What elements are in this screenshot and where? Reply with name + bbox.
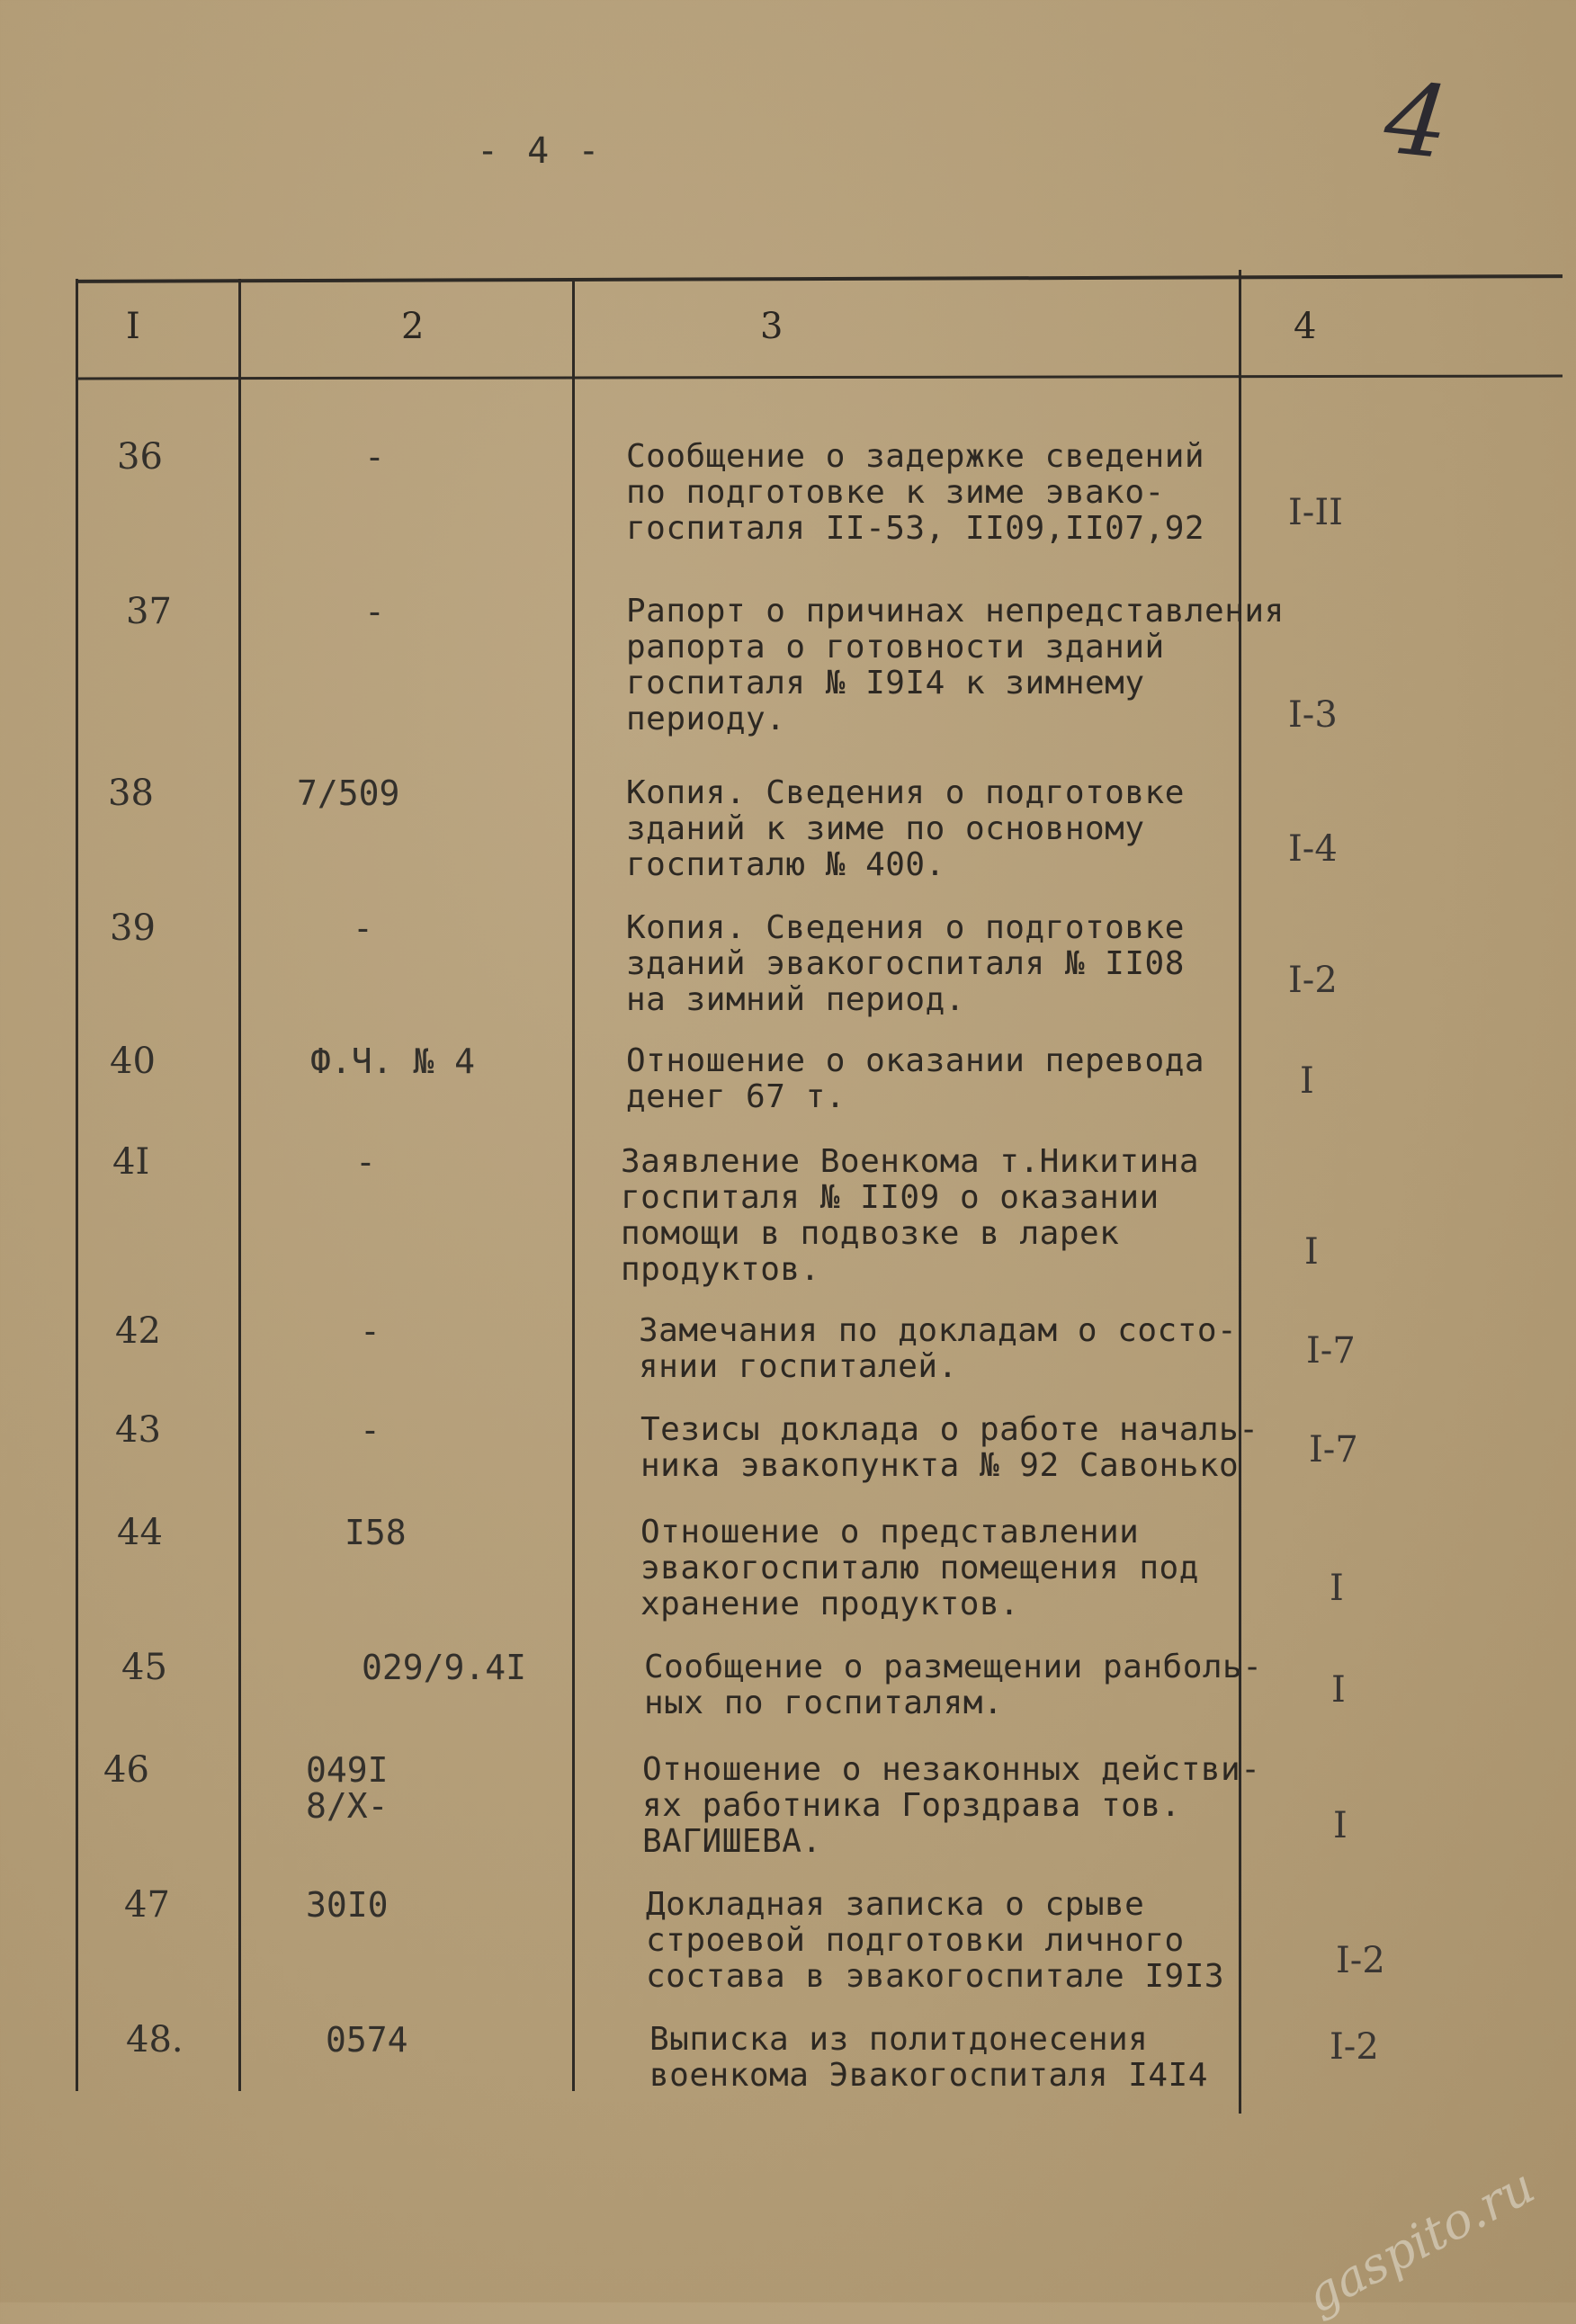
row-description: Отношение о незаконных действи- ях работника Горздрава тов. ВАГИШЕВА. — [642, 1751, 1261, 1860]
row-number: 42 — [115, 1310, 161, 1352]
row-index: 7/509 — [297, 773, 400, 813]
row-index: 029/9.4I — [362, 1648, 527, 1687]
row-number: 46 — [103, 1749, 149, 1791]
row-number: 45 — [121, 1647, 167, 1688]
row-description: Сообщение о размещении ранболь- ных по госпиталям. — [644, 1649, 1263, 1721]
table-col-rule-2 — [572, 279, 575, 2091]
row-number: 44 — [117, 1512, 163, 1553]
row-sheets: I-7 — [1306, 1330, 1356, 1372]
row-index: - — [360, 1410, 381, 1450]
row-index: I58 — [345, 1513, 407, 1552]
row-description: Заявление Военкома т.Никитина госпиталя № II09 о оказании помощи в подвозке в ларек продуктов. — [621, 1143, 1200, 1288]
column-header-3: 3 — [760, 306, 784, 347]
table-left-rule — [76, 279, 78, 2091]
row-description: Сообщение о задержке сведений по подготовке к зиме эвако- госпиталя II-53, II09,II07,92 — [626, 438, 1205, 547]
row-sheets: I-II — [1288, 492, 1343, 533]
row-number: 4I — [112, 1141, 150, 1183]
row-index: - — [364, 592, 385, 631]
row-description: Тезисы доклада о работе началь- ника эвакопункта № 92 Савонько — [640, 1411, 1259, 1484]
row-sheets: I — [1331, 1669, 1346, 1711]
row-index: 049I 8/X- — [306, 1750, 389, 1826]
row-index: 30I0 — [306, 1885, 389, 1925]
row-sheets: I-2 — [1330, 2026, 1379, 2068]
row-number: 43 — [115, 1409, 161, 1451]
row-description: Докладная записка о срыве строевой подготовки личного состава в эвакогоспитале I9I3 — [646, 1886, 1225, 1995]
row-sheets: I-4 — [1288, 828, 1338, 870]
table-header-rule — [76, 375, 1563, 380]
row-number: 37 — [126, 591, 172, 632]
row-sheets: I — [1304, 1231, 1319, 1273]
row-description: Отношение о оказании перевода денег 67 т. — [626, 1042, 1205, 1115]
row-sheets: I — [1330, 1568, 1344, 1609]
row-index: 0574 — [326, 2020, 408, 2060]
row-number: 48. — [126, 2019, 184, 2060]
row-description: Копия. Сведения о подготовке зданий эвакогоспиталя № II08 на зимний период. — [626, 909, 1185, 1018]
table-col-rule-1 — [238, 279, 241, 2091]
row-sheets: I-7 — [1309, 1429, 1358, 1470]
column-header-4: 4 — [1294, 306, 1317, 347]
page-number: - 4 - — [477, 130, 604, 172]
row-description: Выписка из политдонесения военкома Эвакогоспиталя I4I4 — [649, 2021, 1208, 2094]
row-sheets: I — [1333, 1805, 1348, 1846]
row-index: - — [355, 1142, 376, 1182]
row-number: 47 — [124, 1884, 170, 1926]
row-index: - — [360, 1311, 381, 1351]
row-sheets: I-3 — [1288, 694, 1338, 736]
row-number: 39 — [110, 907, 156, 949]
row-sheets: I — [1300, 1060, 1314, 1102]
table-top-rule — [76, 274, 1563, 283]
row-description: Копия. Сведения о подготовке зданий к зиме по основному госпиталю № 400. — [626, 774, 1185, 883]
watermark: gaspito.ru — [1296, 2157, 1544, 2324]
row-sheets: I-2 — [1336, 1940, 1385, 1981]
row-description: Замечания по докладам о состо- янии госпиталей. — [639, 1312, 1238, 1385]
row-number: 38 — [108, 773, 154, 814]
row-description: Отношение о представлении эвакогоспиталю помещения под хранение продуктов. — [640, 1514, 1199, 1622]
column-header-2: 2 — [401, 306, 425, 347]
row-number: 40 — [110, 1041, 156, 1082]
row-index: - — [353, 908, 373, 948]
row-index: - — [364, 437, 385, 477]
row-index: Ф.Ч. № 4 — [310, 1041, 476, 1081]
row-number: 36 — [117, 436, 163, 478]
row-sheets: I-2 — [1288, 960, 1338, 1001]
column-header-1: I — [126, 306, 140, 347]
row-description: Рапорт о причинах непредставления рапорта о готовности зданий госпиталя № I9I4 к зимнему периоду. — [626, 593, 1285, 737]
archive-sheet-mark: 4 — [1379, 59, 1455, 182]
